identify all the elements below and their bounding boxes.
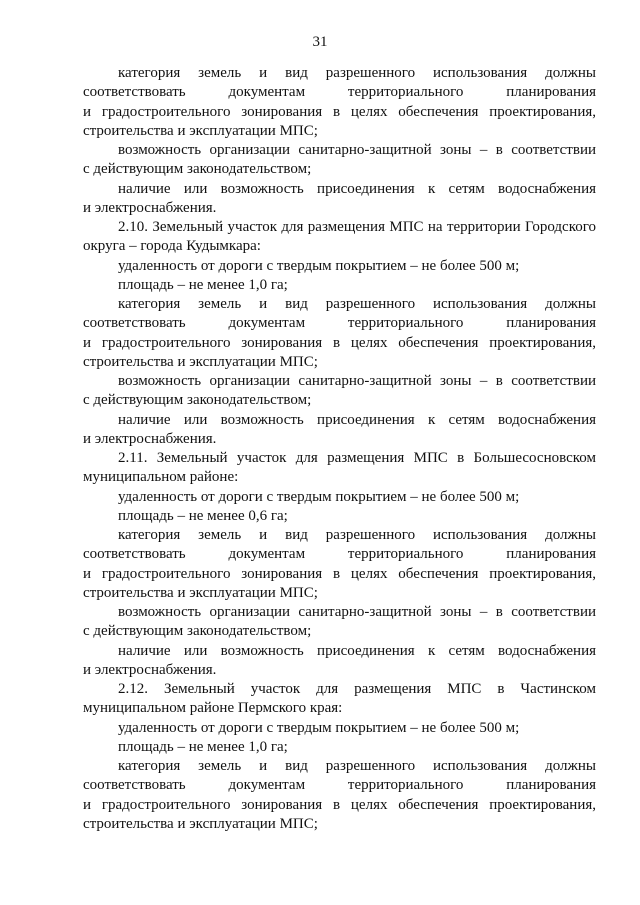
- text-line: категория земель и вид разрешенного использования должны: [118, 296, 596, 312]
- text-line: возможность организации санитарно-защитной зоны – в соответствии: [118, 142, 596, 158]
- text-line: и градостроительного зонирования в целях обеспечения проектирования,: [83, 334, 596, 351]
- text-line: и электроснабжения.: [83, 661, 217, 678]
- text-line: соответствовать документам территориального планирования: [83, 84, 596, 101]
- text-line: возможность организации санитарно-защитной зоны – в соответствии: [118, 604, 596, 620]
- text-line: наличие или возможность присоединения к сетям водоснабжения: [118, 642, 596, 659]
- text-line: площадь – не менее 1,0 га;: [118, 276, 288, 293]
- text-line: 2.11. Земельный участок для размещения МПС в Большесосновском: [118, 450, 596, 466]
- text-line: и электроснабжения.: [83, 199, 217, 216]
- page-number: 31: [312, 34, 328, 50]
- text-line: муниципальном районе:: [83, 469, 239, 486]
- text-line: строительства и эксплуатации МПС;: [83, 122, 318, 139]
- text-line: и градостроительного зонирования в целях обеспечения проектирования,: [83, 103, 596, 120]
- text-line: площадь – не менее 1,0 га;: [118, 738, 288, 755]
- text-line: категория земель и вид разрешенного использования должны: [118, 527, 596, 543]
- text-line: категория земель и вид разрешенного использования должны: [118, 65, 596, 81]
- text-line: и градостроительного зонирования в целях обеспечения проектирования,: [83, 565, 596, 582]
- text-line: удаленность от дороги с твердым покрытием – не более 500 м;: [118, 719, 520, 736]
- text-line: с действующим законодательством;: [83, 623, 312, 640]
- text-line: муниципальном районе Пермского края:: [83, 700, 343, 717]
- text-line: строительства и эксплуатации МПС;: [83, 353, 318, 370]
- text-line: строительства и эксплуатации МПС;: [83, 815, 318, 832]
- text-line: 2.10. Земельный участок для размещения МПС на территории Городского: [118, 219, 596, 235]
- text-line: удаленность от дороги с твердым покрытием – не более 500 м;: [118, 257, 520, 274]
- text-line: и градостроительного зонирования в целях обеспечения проектирования,: [83, 796, 596, 813]
- text-line: удаленность от дороги с твердым покрытием – не более 500 м;: [118, 488, 520, 505]
- text-line: и электроснабжения.: [83, 430, 217, 447]
- text-line: возможность организации санитарно-защитной зоны – в соответствии: [118, 373, 596, 389]
- text-line: категория земель и вид разрешенного использования должны: [118, 758, 596, 774]
- text-line: строительства и эксплуатации МПС;: [83, 584, 318, 601]
- text-line: округа – города Кудымкара:: [83, 238, 261, 255]
- text-line: наличие или возможность присоединения к сетям водоснабжения: [118, 180, 596, 197]
- text-line: 2.12. Земельный участок для размещения МПС в Частинском: [118, 681, 596, 697]
- text-line: соответствовать документам территориального планирования: [83, 315, 596, 332]
- text-line: с действующим законодательством;: [83, 392, 312, 409]
- text-line: соответствовать документам территориального планирования: [83, 546, 596, 563]
- text-line: с действующим законодательством;: [83, 161, 312, 178]
- text-line: соответствовать документам территориального планирования: [83, 777, 596, 794]
- text-line: наличие или возможность присоединения к сетям водоснабжения: [118, 411, 596, 428]
- text-line: площадь – не менее 0,6 га;: [118, 507, 288, 524]
